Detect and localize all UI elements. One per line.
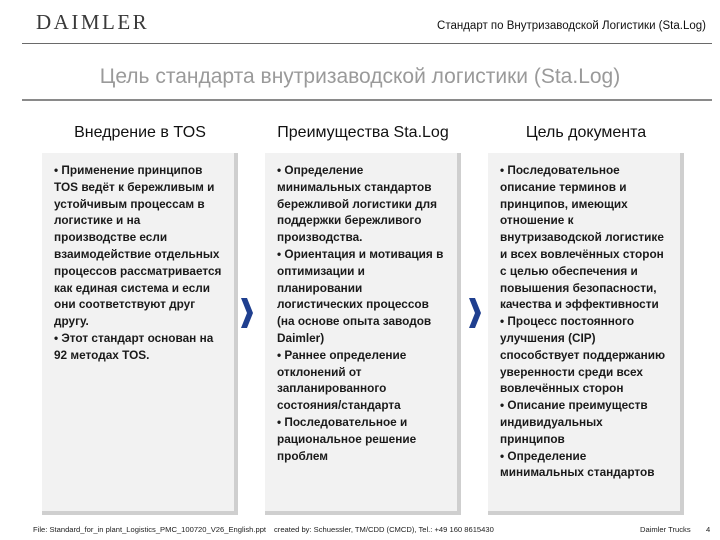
column-heading-goal: Цель документа (525, 124, 647, 141)
bullet-text: • Последовательное описание терминов и принципов, имеющих отношение к внутризаводской логистике и всех вовлечённых сторон с целью обеспечения и повышения безопасности, качества и эффективности (500, 163, 664, 312)
bullet-text: • Этот стандарт основан на 92 методах TOS. (54, 330, 214, 362)
bullet-text: • Последовательное и рациональное решение проблем (277, 414, 417, 463)
bullet-text: • Определение минимальных стандартов (500, 448, 655, 480)
slide-title: Цель стандарта внутризаводской логистики (Sta.Log) (99, 65, 621, 88)
column-box-goal (488, 153, 684, 515)
bullet-text: • Определение минимальных стандартов бережливой логистики для поддержки бережливого производства. (277, 163, 438, 245)
bullet-text: • Процесс постоянного улучшения (CIP) способствует поддержанию уверенности среди всех вовлечённых сторон (500, 314, 666, 396)
header-divider (22, 43, 712, 44)
column-heading-tos: Внедрение в TOS (74, 124, 206, 141)
title-divider (22, 99, 712, 101)
chevron-right-icon (241, 298, 253, 328)
footer-file-name: File: Standard_for_in plant_Logistics_PMC_100720_V26_English.ppt (33, 525, 267, 534)
header-title: Стандарт по Внутризаводской Логистики (Sta.Log) (437, 20, 706, 32)
column-box-tos (42, 153, 238, 515)
footer-brand: Daimler Trucks (640, 525, 691, 534)
bullet-text: • Ориентация и мотивация в оптимизации и планировании логистических процессов (на основе опыта заводов Daimler) (277, 246, 444, 345)
daimler-logo: DAIMLER (36, 10, 150, 34)
footer-created-by: created by: Schuessler, TM/CDD (CMCD), Tel.: +49 160 8615430 (274, 525, 494, 534)
column-heading-benefits: Преимущества Sta.Log (277, 124, 449, 141)
page-number: 4 (706, 525, 711, 534)
chevron-right-icon (469, 298, 481, 328)
column-box-benefits (265, 153, 461, 515)
bullet-text: • Применение принципов TOS ведёт к бережливым и устойчивым процессам в логистике и на производстве если взаимодействие отдельных процессов рассматривается как единая система и если они соответствуют друг другу. (54, 163, 222, 329)
bullet-text: • Раннее определение отклонений от запланированного состояния/стандарта (277, 347, 407, 413)
bullet-text: • Описание преимуществ индивидуальных принципов (500, 398, 648, 446)
